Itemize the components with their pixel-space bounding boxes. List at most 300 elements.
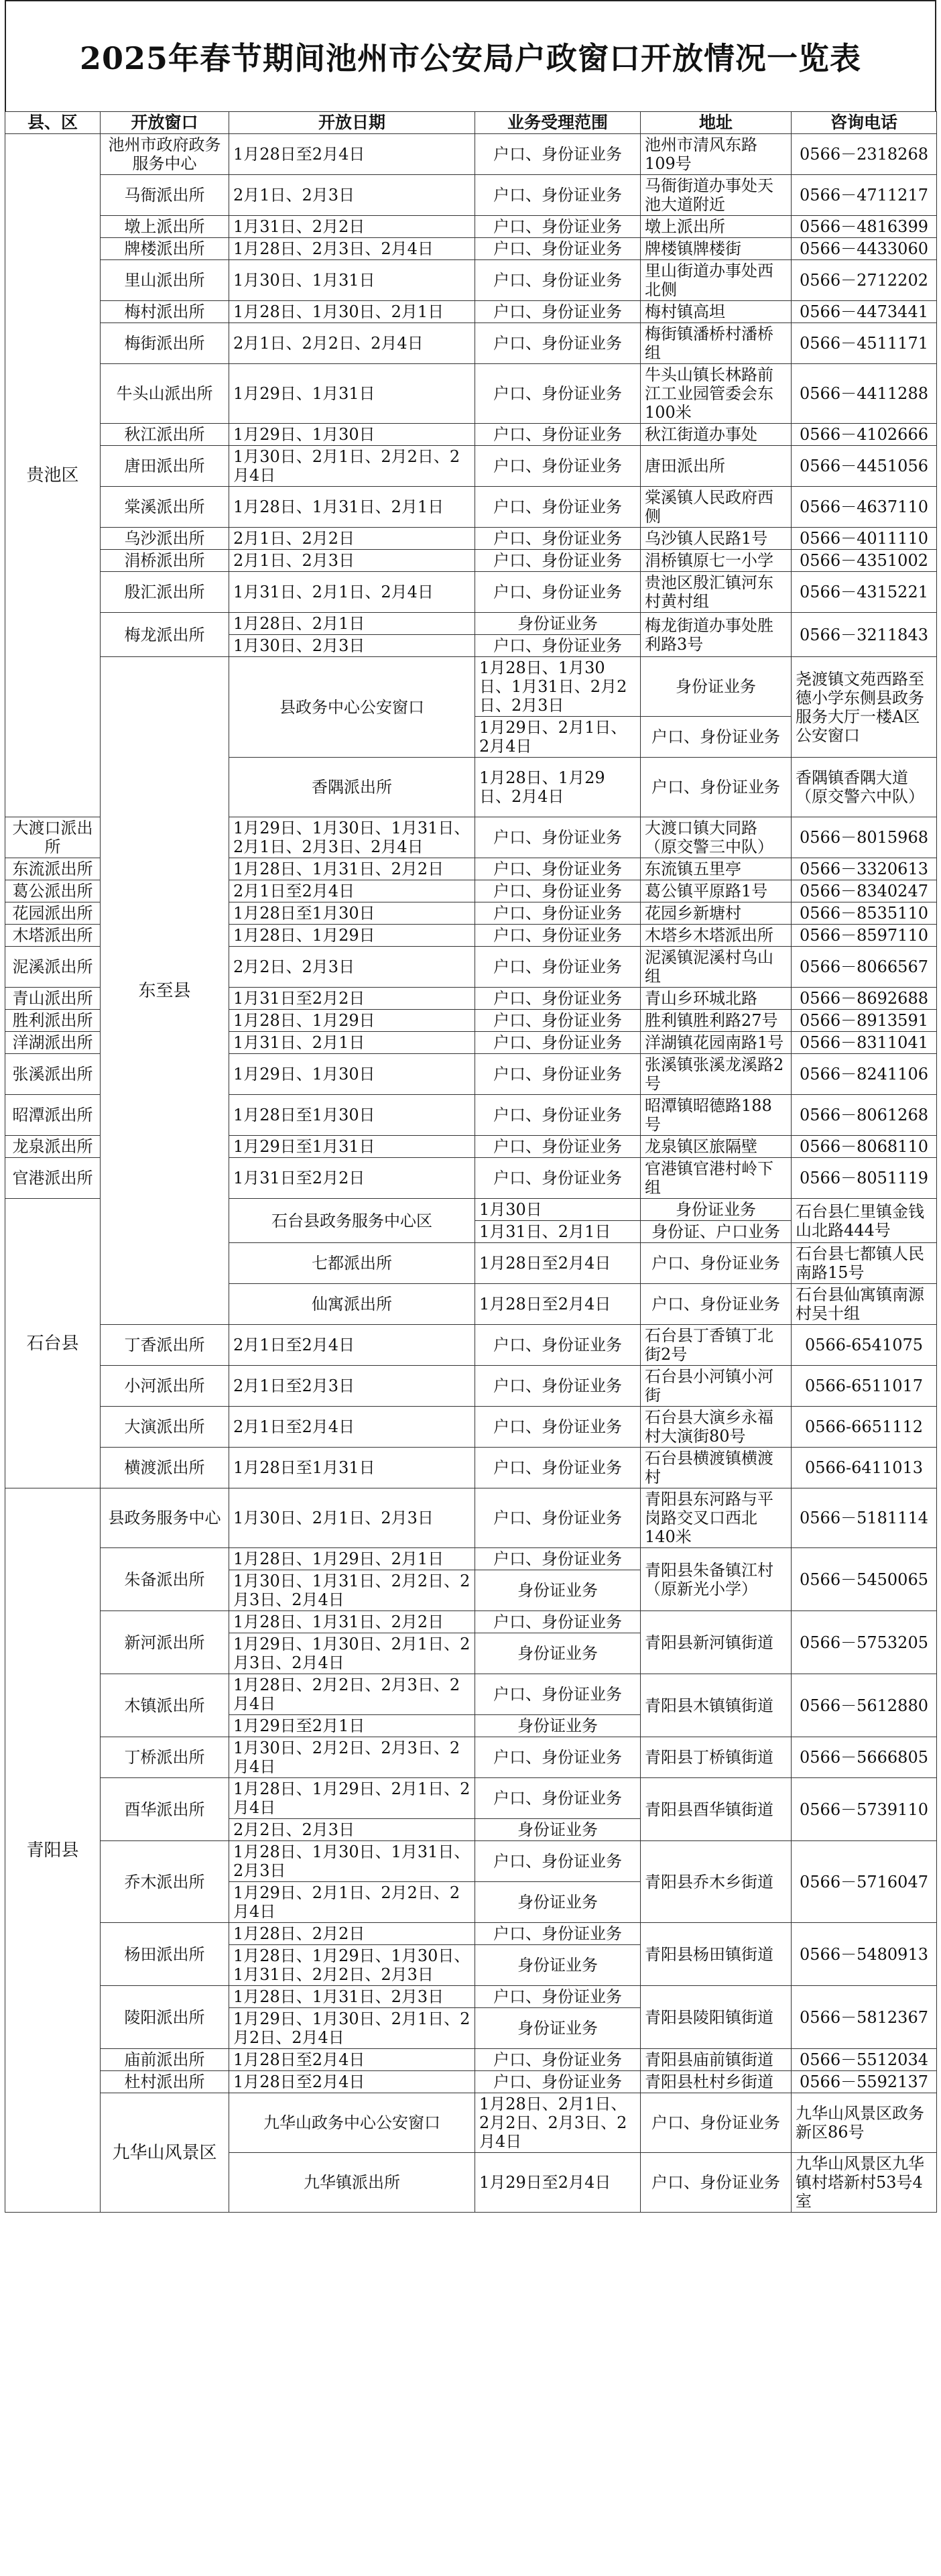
window-cell: 大渡口派出所 (5, 817, 101, 858)
table-row (5, 1674, 937, 1715)
window-cell: 庙前派出所 (101, 2049, 229, 2071)
phone-cell: 0566－3211843 (792, 613, 937, 657)
window-cell: 横渡派出所 (101, 1448, 229, 1488)
scope-cell: 户口、身份证业务 (641, 2093, 792, 2153)
date-cell: 1月28日、2月1日 (229, 613, 475, 635)
scope-cell: 身份证业务 (475, 2008, 641, 2049)
county-cell: 青阳县 (5, 1488, 101, 2213)
address-cell: 木塔乡木塔派出所 (641, 925, 792, 947)
phone-cell: 0566－8066567 (792, 947, 937, 988)
table-row (5, 1488, 937, 1548)
window-cell: 张溪派出所 (5, 1054, 101, 1095)
address-cell: 龙泉镇区旅隔壁 (641, 1136, 792, 1158)
phone-cell: 0566－4433060 (792, 238, 937, 260)
address-cell: 泥溪镇泥溪村乌山组 (641, 947, 792, 988)
window-cell: 棠溪派出所 (101, 487, 229, 528)
date-cell: 1月29日、1月30日 (229, 1054, 475, 1095)
phone-cell: 0566－8068110 (792, 1136, 937, 1158)
window-cell: 东流派出所 (5, 858, 101, 880)
phone-cell: 0566－5592137 (792, 2071, 937, 2093)
scope-cell: 户口、身份证业务 (475, 1010, 641, 1032)
phone-cell: 0566－8051119 (792, 1158, 937, 1199)
county-cell: 石台县 (5, 1199, 101, 1488)
phone-cell: 0566－8913591 (792, 1010, 937, 1032)
date-cell: 1月31日、2月1日、2月4日 (229, 572, 475, 613)
scope-cell: 户口、身份证业务 (475, 1095, 641, 1136)
address-cell: 棠溪镇人民政府西侧 (641, 487, 792, 528)
table-row (5, 134, 937, 175)
address-cell: 青阳县杨田镇街道 (641, 1923, 792, 1986)
window-cell: 洋湖派出所 (5, 1032, 101, 1054)
scope-cell: 户口、身份证业务 (475, 925, 641, 947)
window-cell: 小河派出所 (101, 1366, 229, 1407)
window-cell: 梅龙派出所 (101, 613, 229, 657)
window-cell: 杜村派出所 (101, 2071, 229, 2093)
window-cell: 丁桥派出所 (101, 1737, 229, 1778)
table-row (5, 1548, 937, 1570)
date-cell: 1月28日、1月30日、2月1日 (229, 301, 475, 323)
window-cell: 七都派出所 (229, 1243, 475, 1284)
address-cell: 石台县丁香镇丁北街2号 (641, 1325, 792, 1366)
address-cell: 葛公镇平原路1号 (641, 880, 792, 902)
scope-cell: 身份证业务 (475, 1882, 641, 1923)
date-cell: 1月28日至2月4日 (229, 2049, 475, 2071)
table-row (5, 550, 937, 572)
scope-cell: 户口、身份证业务 (475, 134, 641, 175)
address-cell: 梅街镇潘桥村潘桥组 (641, 323, 792, 364)
date-cell: 1月28日、1月29日、1月30日、1月31日、2月2日、2月3日 (229, 1945, 475, 1986)
scope-cell: 户口、身份证业务 (475, 1778, 641, 1819)
table-row (5, 323, 937, 364)
phone-cell: 0566－8311041 (792, 1032, 937, 1054)
phone-cell: 0566－4511171 (792, 323, 937, 364)
table-row (5, 487, 937, 528)
window-cell: 昭潭派出所 (5, 1095, 101, 1136)
window-cell: 九华镇派出所 (229, 2153, 475, 2213)
address-cell: 洋湖镇花园南路1号 (641, 1032, 792, 1054)
scope-cell: 户口、身份证业务 (475, 487, 641, 528)
table-row (5, 572, 937, 613)
window-cell: 县政务服务中心 (101, 1488, 229, 1548)
table-row (5, 657, 937, 717)
date-cell: 1月30日、2月1日、2月3日 (229, 1488, 475, 1548)
scope-cell: 户口、身份证业务 (475, 1325, 641, 1366)
scope-cell: 户口、身份证业务 (641, 717, 792, 758)
scope-cell: 户口、身份证业务 (475, 988, 641, 1010)
window-cell: 木镇派出所 (101, 1674, 229, 1737)
address-cell: 青阳县杜村乡街道 (641, 2071, 792, 2093)
window-cell: 朱备派出所 (101, 1548, 229, 1611)
phone-cell: 0566－4711217 (792, 175, 937, 216)
window-cell: 杨田派出所 (101, 1923, 229, 1986)
address-cell: 青阳县陵阳镇街道 (641, 1986, 792, 2049)
address-cell: 尧渡镇文苑西路至德小学东侧县政务服务大厅一楼A区公安窗口 (792, 657, 937, 758)
scope-cell: 户口、身份证业务 (475, 1548, 641, 1570)
table-body (5, 134, 937, 2213)
date-cell: 2月1日至2月4日 (229, 1407, 475, 1448)
table-row (5, 1448, 937, 1488)
address-cell: 昭潭镇昭德路188号 (641, 1095, 792, 1136)
address-cell: 梅村镇高坦 (641, 301, 792, 323)
window-cell: 丁香派出所 (101, 1325, 229, 1366)
county-cell: 东至县 (101, 657, 229, 1325)
phone-cell: 0566－4102666 (792, 424, 937, 446)
table-row (5, 1923, 937, 1945)
phone-cell: 0566－5450065 (792, 1548, 937, 1611)
header-scope: 业务受理范围 (475, 112, 641, 134)
address-cell: 张溪镇张溪龙溪路2号 (641, 1054, 792, 1095)
address-cell: 青阳县木镇镇街道 (641, 1674, 792, 1737)
phone-cell: 0566－4351002 (792, 550, 937, 572)
phone-cell: 0566-6511017 (792, 1366, 937, 1407)
address-cell: 涓桥镇原七一小学 (641, 550, 792, 572)
date-cell: 1月28日、1月29日、2月1日、2月4日 (229, 1778, 475, 1819)
table-row (5, 1737, 937, 1778)
address-cell: 香隅镇香隅大道（原交警六中队） (792, 758, 937, 817)
phone-cell: 0566－4451056 (792, 446, 937, 487)
date-cell: 1月28日、1月29日、2月1日 (229, 1548, 475, 1570)
address-cell: 石台县仁里镇金钱山北路444号 (792, 1199, 937, 1243)
phone-cell: 0566－8535110 (792, 902, 937, 925)
date-cell: 1月31日、2月1日 (229, 1032, 475, 1054)
scope-cell: 户口、身份证业务 (475, 1986, 641, 2008)
address-cell: 胜利镇胜利路27号 (641, 1010, 792, 1032)
address-cell: 唐田派出所 (641, 446, 792, 487)
scope-cell: 户口、身份证业务 (475, 175, 641, 216)
address-cell: 石台县七都镇人民南路15号 (792, 1243, 937, 1284)
table-row (5, 2093, 937, 2153)
window-cell: 九华山政务中心公安窗口 (229, 2093, 475, 2153)
phone-cell: 0566－5716047 (792, 1841, 937, 1923)
date-cell: 1月29日、2月1日、2月4日 (475, 717, 641, 758)
address-cell: 石台县大演乡永福村大演街80号 (641, 1407, 792, 1448)
date-cell: 2月1日、2月3日 (229, 175, 475, 216)
date-cell: 1月29日、1月30日、1月31日、2月1日、2月3日、2月4日 (229, 817, 475, 858)
date-cell: 1月30日、1月31日 (229, 260, 475, 301)
phone-cell: 0566－4816399 (792, 216, 937, 238)
scope-cell: 户口、身份证业务 (475, 446, 641, 487)
scope-cell: 户口、身份证业务 (475, 1136, 641, 1158)
phone-cell: 0566－4315221 (792, 572, 937, 613)
scope-cell: 户口、身份证业务 (475, 947, 641, 988)
table-row (5, 1325, 937, 1366)
table-row (5, 216, 937, 238)
phone-cell: 0566－3320613 (792, 858, 937, 880)
scope-cell: 户口、身份证业务 (475, 1032, 641, 1054)
phone-cell: 0566-6651112 (792, 1407, 937, 1448)
window-cell: 里山派出所 (101, 260, 229, 301)
window-cell: 唐田派出所 (101, 446, 229, 487)
window-cell: 秋江派出所 (101, 424, 229, 446)
window-cell: 木塔派出所 (5, 925, 101, 947)
address-cell: 青阳县朱备镇江村（原新光小学） (641, 1548, 792, 1611)
phone-cell: 0566－5739110 (792, 1778, 937, 1841)
address-cell: 青阳县新河镇街道 (641, 1611, 792, 1674)
table-row (5, 1986, 937, 2008)
scope-cell: 户口、身份证业务 (475, 1611, 641, 1633)
window-cell: 龙泉派出所 (5, 1136, 101, 1158)
scope-cell: 户口、身份证业务 (475, 1407, 641, 1448)
scope-cell: 户口、身份证业务 (475, 880, 641, 902)
window-cell: 青山派出所 (5, 988, 101, 1010)
scope-cell: 户口、身份证业务 (475, 424, 641, 446)
window-cell: 牛头山派出所 (101, 364, 229, 424)
date-cell: 1月28日、1月30日、1月31日、2月3日 (229, 1841, 475, 1882)
scope-cell: 户口、身份证业务 (475, 572, 641, 613)
phone-cell: 0566－4637110 (792, 487, 937, 528)
scope-cell: 户口、身份证业务 (475, 1737, 641, 1778)
scope-cell: 身份证业务 (475, 1570, 641, 1611)
scope-cell: 身份证业务 (475, 1819, 641, 1841)
address-cell: 九华山风景区政务新区86号 (792, 2093, 937, 2153)
table-row (5, 1611, 937, 1633)
scope-cell: 户口、身份证业务 (475, 858, 641, 880)
address-cell: 青阳县乔木乡街道 (641, 1841, 792, 1923)
scope-cell: 户口、身份证业务 (475, 1448, 641, 1488)
address-cell: 秋江街道办事处 (641, 424, 792, 446)
window-cell: 泥溪派出所 (5, 947, 101, 988)
date-cell: 1月28日、1月31日、2月3日 (229, 1986, 475, 2008)
window-cell: 殷汇派出所 (101, 572, 229, 613)
date-cell: 1月28日、2月2日、2月3日、2月4日 (229, 1674, 475, 1715)
date-cell: 1月29日至2月4日 (475, 2153, 641, 2213)
window-cell: 大演派出所 (101, 1407, 229, 1448)
address-cell: 青阳县东河路与平岗路交叉口西北140米 (641, 1488, 792, 1548)
window-cell: 香隅派出所 (229, 758, 475, 817)
schedule-table (5, 111, 937, 2213)
table-row (5, 2071, 937, 2093)
window-cell: 陵阳派出所 (101, 1986, 229, 2049)
scope-cell: 户口、身份证业务 (475, 301, 641, 323)
window-cell: 梅街派出所 (101, 323, 229, 364)
scope-cell: 户口、身份证业务 (475, 2049, 641, 2071)
scope-cell: 户口、身份证业务 (475, 238, 641, 260)
scope-cell: 户口、身份证业务 (475, 1841, 641, 1882)
table-row (5, 1778, 937, 1819)
table-row (5, 2049, 937, 2071)
address-cell: 牛头山镇长林路前江工业园管委会东100米 (641, 364, 792, 424)
address-cell: 青阳县酉华镇街道 (641, 1778, 792, 1841)
phone-cell: 0566－2318268 (792, 134, 937, 175)
date-cell: 2月1日、2月2日 (229, 528, 475, 550)
date-cell: 1月29日至1月31日 (229, 1136, 475, 1158)
phone-cell: 0566－4473441 (792, 301, 937, 323)
header-county: 县、区 (5, 112, 101, 134)
date-cell: 1月29日、2月1日、2月2日、2月4日 (229, 1882, 475, 1923)
address-cell: 石台县仙寓镇南源村吴十组 (792, 1284, 937, 1325)
scope-cell: 户口、身份证业务 (475, 817, 641, 858)
date-cell: 1月28日、2月3日、2月4日 (229, 238, 475, 260)
header-window: 开放窗口 (101, 112, 229, 134)
window-cell: 涓桥派出所 (101, 550, 229, 572)
table-row (5, 424, 937, 446)
date-cell: 2月1日至2月3日 (229, 1366, 475, 1407)
address-cell: 大渡口镇大同路（原交警三中队） (641, 817, 792, 858)
address-cell: 池州市清风东路109号 (641, 134, 792, 175)
date-cell: 1月28日至2月4日 (475, 1284, 641, 1325)
scope-cell: 户口、身份证业务 (475, 1923, 641, 1945)
window-cell: 酉华派出所 (101, 1778, 229, 1841)
phone-cell: 0566－5812367 (792, 1986, 937, 2049)
phone-cell: 0566－5612880 (792, 1674, 937, 1737)
scope-cell: 户口、身份证业务 (641, 2153, 792, 2213)
scope-cell: 身份证业务 (475, 1945, 641, 1986)
date-cell: 1月28日、1月31日、2月1日 (229, 487, 475, 528)
date-cell: 1月28日至1月31日 (229, 1448, 475, 1488)
address-cell: 官港镇官港村岭下组 (641, 1158, 792, 1199)
phone-cell: 0566－8692688 (792, 988, 937, 1010)
window-cell: 葛公派出所 (5, 880, 101, 902)
address-cell: 花园乡新塘村 (641, 902, 792, 925)
date-cell: 2月1日、2月3日 (229, 550, 475, 572)
date-cell: 1月28日至2月4日 (475, 1243, 641, 1284)
phone-cell: 0566－8061268 (792, 1095, 937, 1136)
date-cell: 1月31日、2月1日 (475, 1221, 641, 1243)
scope-cell: 户口、身份证业务 (641, 758, 792, 817)
scope-cell: 身份证业务 (641, 657, 792, 717)
window-cell: 石台县政务服务中心区 (229, 1199, 475, 1243)
scope-cell: 户口、身份证业务 (475, 1054, 641, 1095)
date-cell: 1月29日、1月30日、2月1日、2月3日、2月4日 (229, 1633, 475, 1674)
scope-cell: 户口、身份证业务 (475, 260, 641, 301)
scope-cell: 户口、身份证业务 (475, 2071, 641, 2093)
date-cell: 1月29日、1月31日 (229, 364, 475, 424)
phone-cell: 0566－4411288 (792, 364, 937, 424)
scope-cell: 户口、身份证业务 (475, 1366, 641, 1407)
table-row (5, 613, 937, 635)
scope-cell: 户口、身份证业务 (475, 323, 641, 364)
phone-cell: 0566－5480913 (792, 1923, 937, 1986)
date-cell: 1月28日、1月29日、2月4日 (475, 758, 641, 817)
address-cell: 梅龙街道办事处胜利路3号 (641, 613, 792, 657)
scope-cell: 身份证、户口业务 (641, 1221, 792, 1243)
window-cell: 官港派出所 (5, 1158, 101, 1199)
phone-cell: 0566－2712202 (792, 260, 937, 301)
date-cell: 2月2日、2月3日 (229, 1819, 475, 1841)
date-cell: 1月28日、2月1日、2月2日、2月3日、2月4日 (475, 2093, 641, 2153)
date-cell: 1月30日、2月3日 (229, 635, 475, 657)
phone-cell: 0566－5181114 (792, 1488, 937, 1548)
date-cell: 1月29日、1月30日 (229, 424, 475, 446)
date-cell: 2月2日、2月3日 (229, 947, 475, 988)
table-row (5, 528, 937, 550)
table-row (5, 238, 937, 260)
address-cell: 东流镇五里亭 (641, 858, 792, 880)
phone-cell: 0566－8015968 (792, 817, 937, 858)
address-cell: 牌楼镇牌楼街 (641, 238, 792, 260)
table-row (5, 175, 937, 216)
date-cell: 1月28日、1月30日、1月31日、2月2日、2月3日 (475, 657, 641, 717)
window-cell: 仙寓派出所 (229, 1284, 475, 1325)
window-cell: 乔木派出所 (101, 1841, 229, 1923)
date-cell: 1月28日、2月2日 (229, 1923, 475, 1945)
date-cell: 1月28日至1月30日 (229, 1095, 475, 1136)
address-cell: 里山街道办事处西北侧 (641, 260, 792, 301)
scope-cell: 户口、身份证业务 (475, 902, 641, 925)
scope-cell: 户口、身份证业务 (475, 528, 641, 550)
address-cell: 乌沙镇人民路1号 (641, 528, 792, 550)
scope-cell: 户口、身份证业务 (475, 364, 641, 424)
scope-cell: 户口、身份证业务 (641, 1284, 792, 1325)
scope-cell: 户口、身份证业务 (475, 1488, 641, 1548)
document-title: 2025年春节期间池州市公安局户政窗口开放情况一览表 (5, 0, 936, 111)
address-cell: 贵池区殷汇镇河东村黄村组 (641, 572, 792, 613)
date-cell: 1月28日至1月30日 (229, 902, 475, 925)
window-cell: 花园派出所 (5, 902, 101, 925)
phone-cell: 0566－5753205 (792, 1611, 937, 1674)
phone-cell: 0566－5666805 (792, 1737, 937, 1778)
date-cell: 2月1日至2月4日 (229, 1325, 475, 1366)
address-cell: 青阳县庙前镇街道 (641, 2049, 792, 2071)
phone-cell: 0566－4011110 (792, 528, 937, 550)
window-cell: 乌沙派出所 (101, 528, 229, 550)
address-cell: 石台县小河镇小河街 (641, 1366, 792, 1407)
date-cell: 1月28日、1月31日、2月2日 (229, 858, 475, 880)
date-cell: 2月1日至2月4日 (229, 880, 475, 902)
window-cell: 梅村派出所 (101, 301, 229, 323)
date-cell: 1月30日、1月31日、2月2日、2月3日、2月4日 (229, 1570, 475, 1611)
table-row (5, 364, 937, 424)
date-cell: 1月31日至2月2日 (229, 1158, 475, 1199)
window-cell: 县政务中心公安窗口 (229, 657, 475, 758)
address-cell: 石台县横渡镇横渡村 (641, 1448, 792, 1488)
address-cell: 青山乡环城北路 (641, 988, 792, 1010)
date-cell: 1月28日、1月31日、2月2日 (229, 1611, 475, 1633)
table-row (5, 260, 937, 301)
header-row (5, 112, 937, 134)
table-row (5, 1407, 937, 1448)
date-cell: 1月29日至2月1日 (229, 1715, 475, 1737)
scope-cell: 户口、身份证业务 (475, 1674, 641, 1715)
date-cell: 2月1日、2月2日、2月4日 (229, 323, 475, 364)
date-cell: 1月28日至2月4日 (229, 134, 475, 175)
table-row (5, 446, 937, 487)
phone-cell: 0566-6411013 (792, 1448, 937, 1488)
phone-cell: 0566－8241106 (792, 1054, 937, 1095)
scope-cell: 身份证业务 (475, 1633, 641, 1674)
scope-cell: 身份证业务 (475, 613, 641, 635)
date-cell: 1月30日、2月2日、2月3日、2月4日 (229, 1737, 475, 1778)
header-address: 地址 (641, 112, 792, 134)
date-cell: 1月28日、1月29日 (229, 1010, 475, 1032)
scope-cell: 户口、身份证业务 (475, 635, 641, 657)
address-cell: 九华山风景区九华镇村塔新村53号4室 (792, 2153, 937, 2213)
date-cell: 1月30日 (475, 1199, 641, 1221)
date-cell: 1月30日、2月1日、2月2日、2月4日 (229, 446, 475, 487)
scope-cell: 户口、身份证业务 (475, 1158, 641, 1199)
table-row (5, 301, 937, 323)
phone-cell: 0566－8597110 (792, 925, 937, 947)
date-cell: 1月31日、2月2日 (229, 216, 475, 238)
scope-cell: 户口、身份证业务 (475, 216, 641, 238)
table-row (5, 1841, 937, 1882)
address-cell: 墩上派出所 (641, 216, 792, 238)
phone-cell: 0566－5512034 (792, 2049, 937, 2071)
address-cell: 马衙街道办事处天池大道附近 (641, 175, 792, 216)
date-cell: 1月29日、1月30日、2月1日、2月2日、2月4日 (229, 2008, 475, 2049)
window-cell: 池州市政府政务服务中心 (101, 134, 229, 175)
table-row (5, 1366, 937, 1407)
scope-cell: 身份证业务 (475, 1715, 641, 1737)
phone-cell: 0566-6541075 (792, 1325, 937, 1366)
header-date: 开放日期 (229, 112, 475, 134)
phone-cell: 0566－8340247 (792, 880, 937, 902)
window-cell: 马衙派出所 (101, 175, 229, 216)
scope-cell: 户口、身份证业务 (641, 1243, 792, 1284)
window-cell: 新河派出所 (101, 1611, 229, 1674)
date-cell: 1月31日至2月2日 (229, 988, 475, 1010)
document-sheet (5, 0, 936, 2213)
